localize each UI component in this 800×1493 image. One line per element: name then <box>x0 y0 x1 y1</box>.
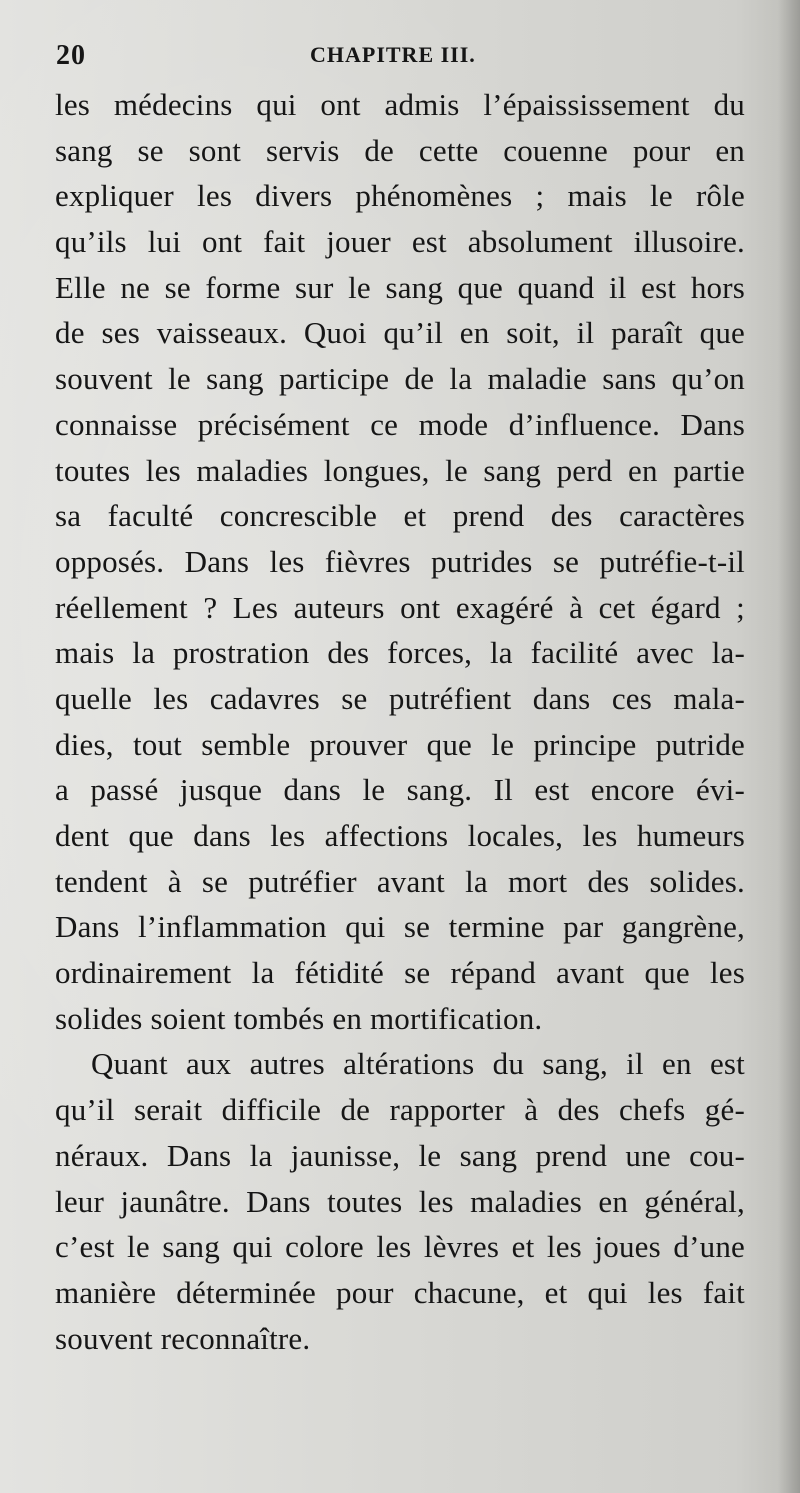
body-text <box>55 82 745 1361</box>
paragraph <box>55 1041 745 1361</box>
text-line: sa faculté concrescible et prend des caractères <box>55 498 745 534</box>
text-line: sang se sont servis de cette couenne pour en <box>55 132 745 168</box>
page-edge-shadow <box>778 0 800 1493</box>
text-line: Dans l’inflammation qui se termine par gangrène, <box>55 909 745 945</box>
text-line: manière déterminée pour chacune, et qui les fait <box>55 1274 745 1310</box>
text-line: dent que dans les affections locales, les humeurs <box>55 818 745 853</box>
text-line: réellement ? Les auteurs ont exagéré à cet égard ; <box>55 589 745 625</box>
text-line: solides soient tombés en mortification. <box>55 1000 543 1036</box>
text-line: Quant aux autres altérations du sang, il en est <box>91 1046 745 1082</box>
text-line: toutes les maladies longues, le sang perd en partie <box>55 452 745 488</box>
text-line: de ses vaisseaux. Quoi qu’il en soit, il paraît que <box>55 315 745 351</box>
running-head <box>56 40 756 80</box>
text-line: souvent reconnaître. <box>55 1320 311 1356</box>
text-line: mais la prostration des forces, la facilité avec la- <box>55 635 745 671</box>
chapter-title: CHAPITRE III. <box>310 42 476 67</box>
text-line: expliquer les divers phénomènes ; mais le rôle <box>55 178 745 214</box>
page-number: 20 <box>56 40 86 71</box>
text-line: connaisse précisément ce mode d’influence. Dans <box>55 406 745 442</box>
text-line: ordinairement la fétidité se répand avant que les <box>55 955 745 991</box>
text-line: souvent le sang participe de la maladie sans qu’on <box>55 361 745 397</box>
text-line: quelle les cadavres se putréfient dans ces mala- <box>55 680 745 716</box>
text-line: dies, tout semble prouver que le principe putride <box>55 726 745 762</box>
text-line: les médecins qui ont admis l’épaississement du <box>55 87 745 122</box>
text-line: qu’ils lui ont fait jouer est absolument illusoire. <box>55 224 745 260</box>
text-line: leur jaunâtre. Dans toutes les maladies en général, <box>55 1183 745 1219</box>
text-line: c’est le sang qui colore les lèvres et les joues d’une <box>55 1229 745 1265</box>
paragraph <box>55 82 745 1041</box>
text-line: qu’il serait difficile de rapporter à des chefs gé- <box>55 1092 745 1128</box>
text-line: néraux. Dans la jaunisse, le sang prend une cou- <box>55 1137 745 1173</box>
text-line: opposés. Dans les fièvres putrides se putréfie-t-il <box>55 543 745 579</box>
text-line: Elle ne se forme sur le sang que quand il est hors <box>55 269 745 305</box>
text-line: tendent à se putréfier avant la mort des solides. <box>55 863 745 899</box>
text-line: a passé jusque dans le sang. Il est encore évi- <box>55 772 745 808</box>
